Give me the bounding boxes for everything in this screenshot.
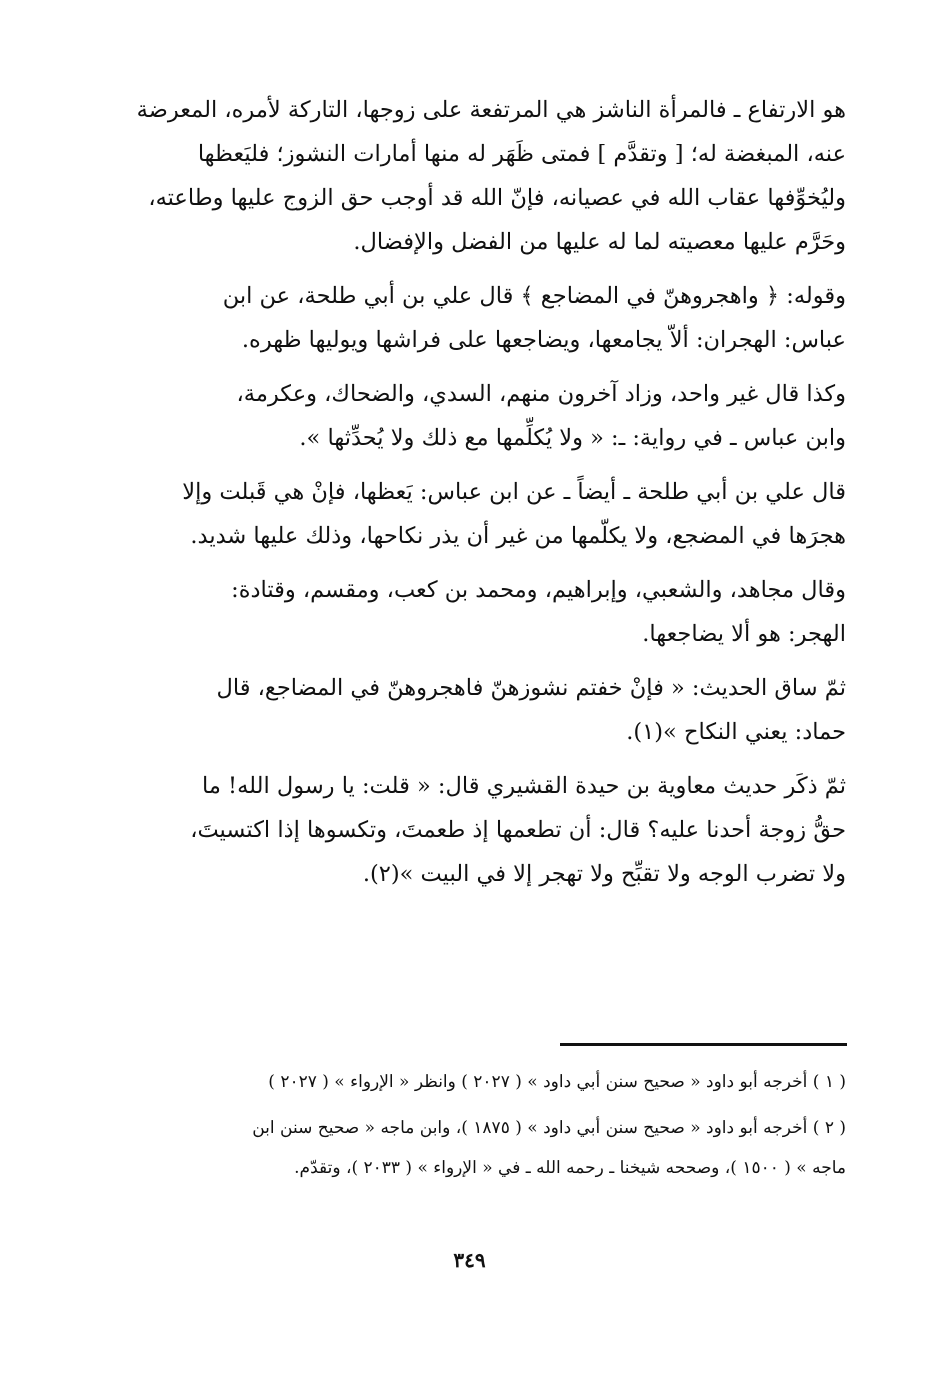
text-line: عنه، المبغضة له؛ [ وتقدَّم ] فمتى ظَهَر له منها أمارات النشوز؛ فليَعظها [197,141,846,167]
text-line: حماد: يعني النكاح »(١). [626,719,846,745]
text-line: الهجر: هو ألا يضاجعها. [642,621,846,647]
text-line: وكذا قال غير واحد، وزاد آخرون منهم، السدي، والضحاك، وعكرمة، [236,381,846,407]
paragraph [82,666,846,754]
text-line: هجرَها في المضجع، ولا يكلّمها من غير أن يذر نكاحها، وذلك عليها شديد. [190,523,846,549]
text-line: وابن عباس ـ في رواية: ـ: « ولا يُكلِّمها مع ذلك ولا يُحدِّثها ». [299,425,846,451]
footnote-1 [82,1062,846,1102]
paragraph [82,568,846,656]
main-text [82,88,846,906]
footnote-line: ( ١ ) أخرجه أبو داود « صحيح سنن أبي داود » ( ٢٠٢٧ ) وانظر « الإرواء » ( ٢٠٢٧ ) [268,1072,846,1092]
text-line: ثمّ ذكَر حديث معاوية بن حيدة القشيري قال: « قلت: يا رسول الله! ما [201,773,846,799]
page-number: ٣٤٩ [453,1248,486,1272]
paragraph [82,470,846,558]
text-line: وقال مجاهد، والشعبي، وإبراهيم، ومحمد بن كعب، ومقسم، وقتادة: [231,577,846,603]
paragraph [82,88,846,264]
text-line: وحَرَّم عليها معصيته لما له عليها من الفضل والإفضال. [353,229,846,255]
text-line: وليُخوِّفها عقاب الله في عصيانه، فإنّ الله قد أوجب حق الزوج عليها وطاعته، [148,185,846,211]
paragraph [82,764,846,896]
footnote-line: ( ٢ ) أخرجه أبو داود « صحيح سنن أبي داود » ( ١٨٧٥ )، وابن ماجه « صحيح سنن ابن [252,1118,846,1138]
footnote-2 [82,1108,846,1188]
paragraph [82,372,846,460]
text-line: ولا تضرب الوجه ولا تقبِّح ولا تهجر إلا في البيت »(٢). [362,861,846,887]
paragraph [82,274,846,362]
footnote-divider [560,1043,847,1046]
text-line: عباس: الهجران: ألاّ يجامعها، ويضاجعها على فراشها ويوليها ظهره. [241,327,846,353]
text-line: ثمّ ساق الحديث: « فإنْ خفتم نشوزهنّ فاهجروهنّ في المضاجع، قال [216,675,846,701]
footnotes [82,1062,846,1194]
text-line: هو الارتفاع ـ فالمرأة الناشز هي المرتفعة على زوجها، التاركة لأمره، المعرضة [136,97,846,123]
text-line: وقوله: ﴿ واهجروهنّ في المضاجع ﴾ قال علي بن أبي طلحة، عن ابن [222,283,846,309]
text-line: قال علي بن أبي طلحة ـ أيضاً ـ عن ابن عباس: يَعظها، فإنْ هي قَبلت وإلا [182,479,846,505]
text-line: حقُّ زوجة أحدنا عليه؟ قال: أن تطعمها إذ طعمتَ، وتكسوها إذا اكتسيتَ، [190,817,846,843]
footnote-line: ماجه » ( ١٥٠٠ )، وصححه شيخنا ـ رحمه الله ـ في « الإرواء » ( ٢٠٣٣ )، وتقدّم. [294,1158,846,1178]
